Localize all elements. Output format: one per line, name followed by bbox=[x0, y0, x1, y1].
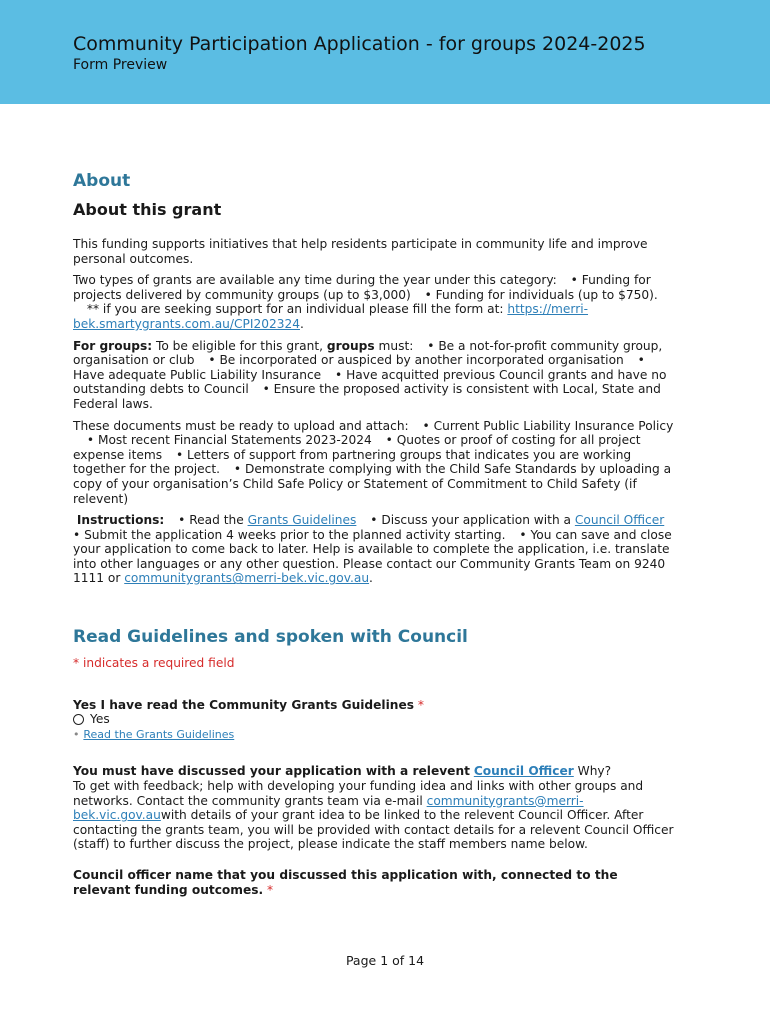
question-council-officer-name bbox=[73, 868, 678, 897]
section-title-about: About bbox=[73, 171, 131, 191]
council-officer-link[interactable]: Council Officer bbox=[473, 764, 574, 779]
council-officer-link[interactable]: Council Officer bbox=[574, 513, 665, 528]
question-help-text: To get with feedback; help with developing your funding idea and links with other groups and networks. Contact the community grants team via e-mail communitygrants@merri-bek.vic.gov.auwith details of your grant idea to be linked to the relevent Council Officer. After contacting the grants team, you will be provided with contact details for a relevent Council Officer (staff) to further discuss the project, please indicate the staff members name below. bbox=[73, 779, 674, 852]
section-title-guidelines: Read Guidelines and spoken with Council bbox=[73, 627, 468, 648]
form-title: Community Participation Application - for groups 2024-2025 bbox=[73, 33, 646, 55]
question-read-guidelines bbox=[73, 698, 678, 743]
radio-button-icon[interactable] bbox=[73, 714, 84, 725]
question-discussed-council bbox=[73, 764, 678, 852]
question-label: Yes I have read the Community Grants Guidelines * bbox=[73, 697, 424, 712]
subsection-title-about-grant: About this grant bbox=[73, 200, 222, 219]
guidelines-link-row: • Read the Grants Guidelines bbox=[73, 727, 235, 741]
about-paragraph-documents: These documents must be ready to upload and attach: • Current Public Liability Insurance Policy • Most recent Financial Statements 2023-2024 • Quotes or proof of costing for all project expense items • Letters of support from partnering groups that indicates you are working together for the project. • Demonstrate complying with the Child Safe Standards by uploading a copy of your organisation’s Child Safe Policy or Statement of Commitment to Child Safety (if relevent) bbox=[73, 418, 674, 506]
radio-option-yes[interactable] bbox=[73, 712, 678, 727]
form-header bbox=[0, 0, 770, 104]
about-paragraph-instructions: Instructions: • Read the Grants Guidelines • Discuss your application with a Council Officer • Submit the application 4 weeks prior to the planned activity starting. • You can save and close your application to come back to later. Help is available to complete the application, i.e. translate into other languages or any other question. Please contact our Community Grants Team on 9240 1111 or communitygrants@merri-bek.vic.gov.au. bbox=[73, 513, 672, 586]
about-paragraph-eligibility: For groups: To be eligible for this grant, groups must: • Be a not-for-profit community group, organisation or club • Be incorporated or auspiced by another incorporated organisation • Have adequate Public Liability Insurance • Have acquitted previous Council grants and have no outstanding debts to Council • Ensure the proposed activity is consistent with Local, State and Federal laws. bbox=[73, 338, 667, 411]
grants-guidelines-link[interactable]: Grants Guidelines bbox=[247, 513, 357, 528]
question-label: Council officer name that you discussed this application with, connected to the relevant funding outcomes. bbox=[73, 868, 618, 897]
radio-option-label: Yes bbox=[90, 712, 110, 727]
question-label: You must have discussed your application with a relevent Council Officer Why? bbox=[73, 764, 612, 779]
about-paragraph-1: This funding supports initiatives that help residents participate in community life and improve personal outcomes. bbox=[73, 237, 648, 266]
page-number: Page 1 of 14 bbox=[345, 953, 425, 968]
community-grants-email-link[interactable]: communitygrants@merri-bek.vic.gov.au bbox=[73, 793, 584, 823]
individual-form-link[interactable]: https://merri-bek.smartygrants.com.au/CPI202324 bbox=[73, 302, 589, 331]
form-subtitle: Form Preview bbox=[73, 57, 168, 73]
about-paragraph-grant-types: Two types of grants are available any time during the year under this category: • Funding for projects delivered by community groups (up to $3,000) • Funding for individuals (up to $750). ** if you are seeking support for an individual please fill the form at: https://merri-bek.smartygrants.com.au/CPI202324. bbox=[73, 273, 658, 331]
required-asterisk: * bbox=[417, 697, 424, 712]
form-content bbox=[73, 170, 678, 897]
required-field-note: * indicates a required field bbox=[73, 656, 235, 671]
required-asterisk: * bbox=[267, 882, 274, 897]
community-grants-email-link[interactable]: communitygrants@merri-bek.vic.gov.au bbox=[124, 571, 370, 586]
for-groups-label: For groups: bbox=[73, 338, 153, 353]
read-grants-guidelines-link[interactable]: Read the Grants Guidelines bbox=[83, 727, 235, 741]
instructions-label: Instructions: bbox=[76, 513, 165, 528]
